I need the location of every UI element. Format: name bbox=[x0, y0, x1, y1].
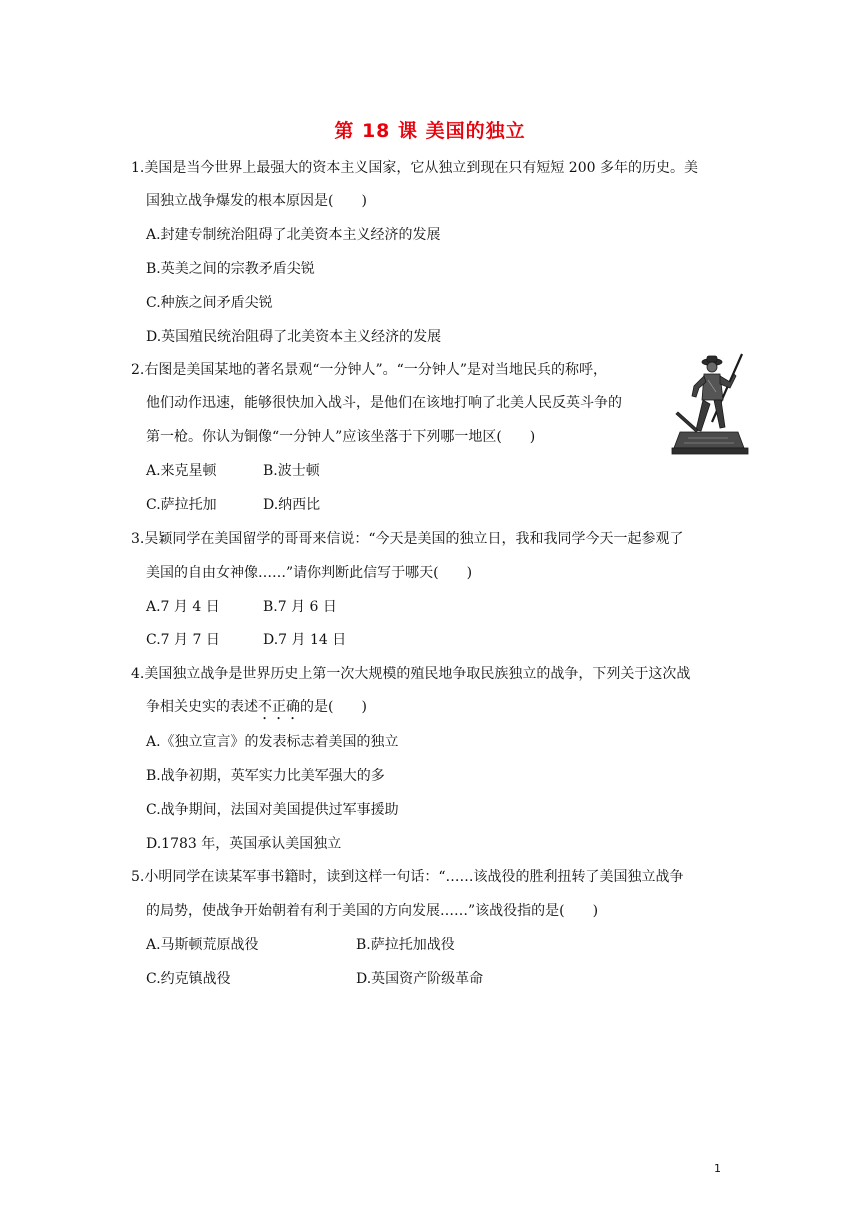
question-4-option-a: A.《独立宣言》的发表标志着美国的独立 bbox=[146, 734, 399, 750]
question-3-option-b: B.7 月 6 日 bbox=[263, 599, 337, 615]
question-4-option-b: B.战争初期，英军实力比美军强大的多 bbox=[146, 768, 385, 784]
question-2-line-1: 2.右图是美国某地的著名景观“一分钟人”。“一分钟人”是对当地民兵的称呼， bbox=[131, 362, 607, 378]
question-1-line-2: 国独立战争爆发的根本原因是( ) bbox=[146, 193, 367, 209]
question-5-line-1: 5.小明同学在读某军事书籍时，读到这样一句话：“……该战役的胜利扭转了美国独立战争 bbox=[131, 869, 684, 885]
question-5-option-d: D.英国资产阶级革命 bbox=[356, 971, 484, 987]
question-3-line-1: 3.吴颖同学在美国留学的哥哥来信说：“今天是美国的独立日，我和我同学今天一起参观了 bbox=[131, 531, 684, 547]
question-1-option-c: C.种族之间矛盾尖锐 bbox=[146, 295, 273, 311]
question-5-option-b: B.萨拉托加战役 bbox=[356, 937, 455, 953]
question-2-option-d: D.纳西比 bbox=[263, 497, 321, 513]
page-title: 第 18 课 美国的独立 bbox=[334, 120, 526, 142]
question-3-option-a: A.7 月 4 日 bbox=[146, 599, 220, 615]
question-5-option-a: A.马斯顿荒原战役 bbox=[146, 937, 259, 953]
question-4-line-2: 争相关史实的表述不正确的是( ) bbox=[146, 699, 367, 715]
question-2-option-b: B.波士顿 bbox=[263, 463, 320, 479]
question-2-option-c: C.萨拉托加 bbox=[146, 497, 217, 513]
question-4-option-d: D.1783 年，英国承认美国独立 bbox=[146, 836, 342, 852]
question-1-line-1: 1.美国是当今世界上最强大的资本主义国家，它从独立到现在只有短短 200 多年的历史。美 bbox=[131, 160, 698, 176]
question-4-option-c: C.战争期间，法国对美国提供过军事援助 bbox=[146, 802, 399, 818]
question-1-option-a: A.封建专制统治阻碍了北美资本主义经济的发展 bbox=[146, 227, 441, 243]
question-3-line-2: 美国的自由女神像……”请你判断此信写于哪天( ) bbox=[146, 565, 473, 581]
question-3-option-c: C.7 月 7 日 bbox=[146, 632, 220, 648]
question-2-line-2: 他们动作迅速，能够很快加入战斗，是他们在该地打响了北美人民反英斗争的 bbox=[146, 395, 622, 411]
page-number: 1 bbox=[714, 1162, 721, 1175]
question-1-option-b: B.英美之间的宗教矛盾尖锐 bbox=[146, 261, 315, 277]
question-2-line-3: 第一枪。你认为铜像“一分钟人”应该坐落于下列哪一地区( ) bbox=[146, 429, 536, 445]
question-5-line-2: 的局势，使战争开始朝着有利于美国的方向发展……”该战役指的是( ) bbox=[146, 903, 599, 919]
minuteman-statue-image bbox=[668, 352, 752, 456]
emphasized-negation: 不正确 bbox=[258, 699, 300, 715]
question-5-option-c: C.约克镇战役 bbox=[146, 971, 231, 987]
question-4-line-1: 4.美国独立战争是世界历史上第一次大规模的殖民地争取民族独立的战争，下列关于这次战 bbox=[131, 666, 691, 682]
question-2-option-a: A.来克星顿 bbox=[146, 463, 217, 479]
question-3-option-d: D.7 月 14 日 bbox=[263, 632, 347, 648]
question-1-option-d: D.英国殖民统治阻碍了北美资本主义经济的发展 bbox=[146, 329, 442, 345]
